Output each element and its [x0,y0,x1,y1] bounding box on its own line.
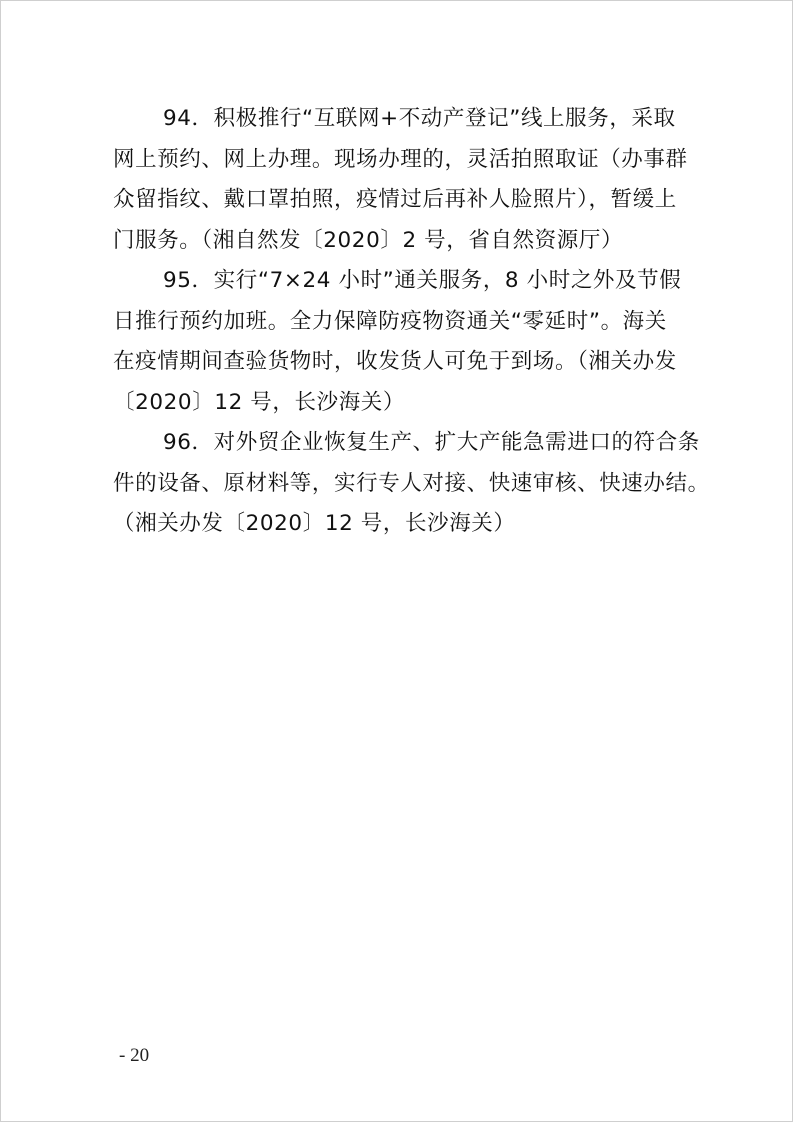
text-line: 网上预约、网上办理。现场办理的，灵活拍照取证（办事群 [113,146,688,172]
text-line: 〔2020〕12 号，长沙海关） [113,389,406,415]
text-line: 门服务。（湘自然发〔2020〕2 号，省自然资源厅） [113,227,624,253]
paragraph-94 [113,99,688,261]
text-line: 日推行预约加班。全力保障防疫物资通关“零延时”。海关 [113,308,667,334]
paragraph-96 [113,423,710,545]
text-line: （湘关办发〔2020〕12 号，长沙海关） [113,511,516,536]
page-number: - 20 [119,1045,150,1066]
text-line: 95．实行“7×24 小时”通关服务，8 小时之外及节假 [163,268,682,293]
text-line: 96．对外贸企业恢复生产、扩大产能急需进口的符合条 [163,430,700,455]
text-line: 94．积极推行“互联网+不动产登记”线上服务，采取 [163,106,676,131]
text-line: 件的设备、原材料等，实行专人对接、快速审核、快速办结。 [113,470,710,496]
text-line: 众留指纹、戴口罩拍照，疫情过后再补人脸照片），暂缓上 [113,187,677,212]
document-body [113,99,710,545]
paragraph-95 [113,261,681,423]
text-line: 在疫情期间查验货物时，收发货人可免于到场。（湘关办发 [113,349,677,374]
